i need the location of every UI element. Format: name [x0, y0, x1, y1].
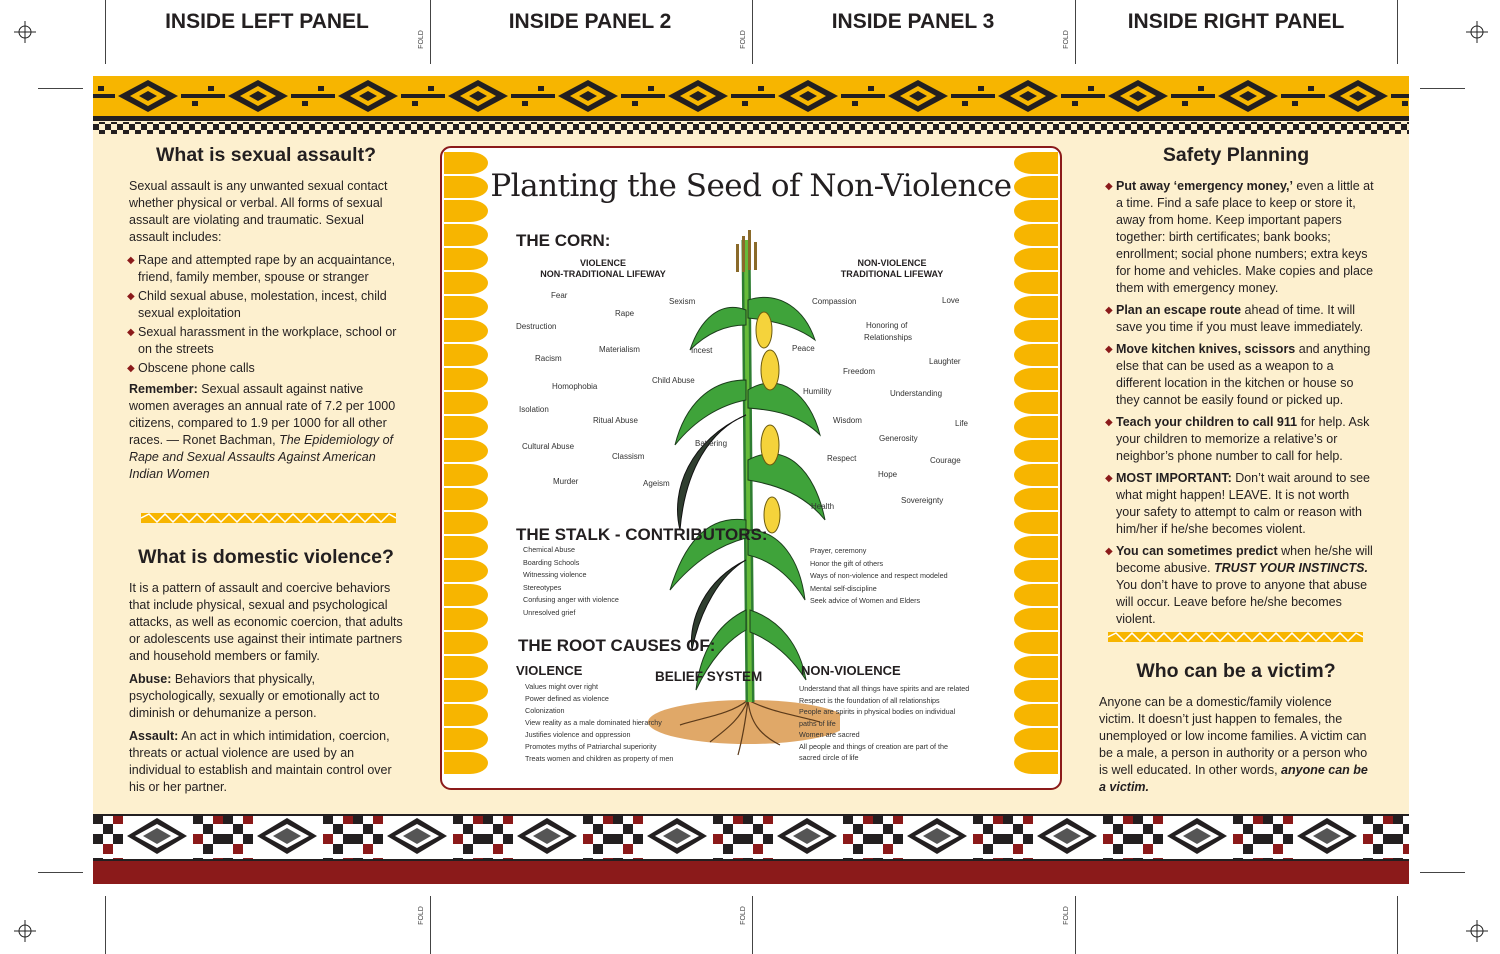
crop-line — [38, 872, 83, 873]
poster-title: Planting the Seed of Non-Violence — [490, 168, 1012, 204]
violence-word: Ritual Abuse — [593, 416, 638, 425]
nonviolence-sub-line2: TRADITIONAL LIFEWAY — [840, 269, 944, 279]
list-item: Witnessing violence — [523, 570, 587, 579]
violence-word: Cultural Abuse — [522, 442, 575, 451]
nonviolence-word: Humility — [803, 387, 832, 396]
list-item: Unresolved grief — [523, 607, 576, 617]
bottom-decorative-band — [93, 814, 1409, 884]
violence-subheading — [520, 258, 686, 280]
list-item — [1107, 341, 1375, 409]
belief-system-label: BELIEF SYSTEM — [655, 669, 763, 684]
fold-line — [752, 0, 753, 64]
list-item: Honor the gift of others — [810, 558, 884, 568]
violence-word: Rape — [615, 309, 635, 318]
list-item: Mental self-discipline — [810, 583, 877, 593]
nonviolence-word: Honoring of — [866, 321, 908, 330]
safety-item-italic: TRUST YOUR INSTINCTS. — [1213, 561, 1368, 575]
list-item: Colonization — [525, 706, 565, 715]
fold-line — [430, 896, 431, 954]
violence-word: Isolation — [519, 405, 549, 414]
violence-word: Destruction — [516, 322, 557, 331]
crop-line — [105, 896, 106, 954]
nonviolence-root-label: NON-VIOLENCE — [801, 663, 901, 678]
list-item: Stereotypes — [523, 582, 562, 592]
fold-mark: FOLD — [1062, 906, 1070, 925]
citation: The Epidemiology of Rape and Sexual Assaults Against American Indian Women — [129, 433, 394, 481]
nonviolence-word: Compassion — [812, 297, 857, 306]
violence-word: Racism — [535, 354, 562, 363]
safety-item-bold: You can sometimes predict — [1116, 544, 1278, 558]
nonviolence-word: Courage — [930, 456, 961, 465]
violence-word: Classism — [612, 452, 645, 461]
abuse-paragraph — [129, 671, 405, 722]
nonviolence-word: Life — [955, 419, 968, 428]
panel-label-left: INSIDE LEFT PANEL — [165, 10, 369, 33]
domestic-violence-intro: It is a pattern of assault and coercive behaviors that include physical, sexual and psychological attacks, as well as economic coercion, that adults or adolescents use against their intimate partners and household members or family. — [129, 581, 403, 663]
safety-planning-section — [1107, 178, 1375, 633]
registration-mark-icon — [14, 920, 36, 942]
nonviolence-word: Freedom — [843, 367, 876, 376]
remember-label: Remember: — [129, 382, 198, 396]
crop-line — [105, 0, 106, 64]
fold-mark: FOLD — [417, 906, 425, 925]
assault-paragraph — [129, 728, 405, 796]
safety-item-text: and anything else that can be used as a weapon to a different location in the kitchen or house so they cannot be easily found or picked up. — [1116, 342, 1371, 407]
list-item: Respect is the foundation of all relationships — [799, 695, 940, 705]
list-item: All people and things of creation are part of the — [799, 741, 949, 751]
safety-item-tail: You don’t have to prove to anyone that abuse will occur. Leave before he/she becomes violent. — [1116, 578, 1368, 626]
registration-mark-icon — [14, 21, 36, 43]
nonviolence-word: Health — [811, 502, 835, 511]
panel-label-right: INSIDE RIGHT PANEL — [1127, 10, 1345, 33]
crop-line — [1420, 88, 1465, 89]
fold-line — [1075, 0, 1076, 64]
list-item: Promotes myths of Patriarchal superiority — [525, 742, 657, 751]
root-left-list — [525, 681, 673, 765]
stalk-right-list — [810, 545, 948, 608]
safety-item-bold: Move kitchen knives, scissors — [1116, 342, 1296, 356]
registration-mark-icon — [1466, 920, 1488, 942]
fold-mark: FOLD — [1062, 30, 1070, 49]
victim-paragraph — [1099, 694, 1369, 796]
fold-line — [752, 896, 753, 954]
crop-line — [1397, 0, 1398, 64]
panel-label-2: INSIDE PANEL 2 — [508, 10, 672, 33]
list-item: Confusing anger with violence — [523, 595, 619, 604]
safety-item-text: Don’t wait around to see what might happen! LEAVE. It is not worth your safety to attempt to calm or reason with him/her if he/she becomes violent. — [1116, 471, 1371, 536]
list-item: Prayer, ceremony — [810, 546, 867, 555]
safety-item-bold: Put away ‘emergency money,’ — [1116, 179, 1293, 193]
violence-sub-line1: VIOLENCE — [579, 258, 626, 268]
violence-word: Murder — [553, 477, 579, 486]
violence-word: Ageism — [643, 479, 670, 488]
list-item: People are spirits in physical bodies on individual — [799, 707, 956, 716]
domestic-violence-section — [129, 580, 405, 802]
sexual-assault-section — [129, 178, 405, 489]
list-item: ◆ Obscene phone calls — [129, 360, 405, 377]
safety-item-bold: MOST IMPORTANT: — [1116, 471, 1232, 485]
list-item: Seek advice of Women and Elders — [810, 596, 921, 605]
victim-text: Anyone can be a domestic/family violence victim. It doesn’t just happen to females, the unemployed or low income families. A victim can be a male, a person in authority or a person who is well educated. In other words, — [1099, 695, 1368, 777]
corn-ears — [756, 312, 780, 533]
abuse-label: Abuse: — [129, 672, 172, 686]
list-item: ◆ Sexual harassment in the workplace, school or on the streets — [129, 324, 405, 358]
safety-item-text: for help. Ask your children to memorize a relative’s or neighbor’s phone number to call for help. — [1116, 415, 1370, 463]
list-item: Chemical Abuse — [523, 545, 575, 554]
fold-line — [430, 0, 431, 64]
list-item: Treats women and children as property of men — [525, 754, 674, 763]
list-item: Power defined as violence — [525, 694, 609, 703]
fold-line — [1075, 896, 1076, 954]
sexual-assault-heading: What is sexual assault? — [156, 144, 376, 166]
violence-word: Child Abuse — [652, 376, 695, 385]
sexual-assault-list — [129, 252, 405, 377]
nonviolence-word: Generosity — [879, 434, 918, 443]
list-item: Values might over right — [525, 682, 598, 691]
list-item: ◆ Rape and attempted rape by an acquaintance, friend, family member, spouse or stranger — [129, 252, 405, 286]
list-item — [1107, 302, 1375, 336]
violence-word: Battering — [695, 439, 728, 448]
assault-label: Assault: — [129, 729, 179, 743]
remember-paragraph — [129, 381, 405, 483]
top-decorative-band — [93, 76, 1409, 140]
list-item: sacred circle of life — [799, 753, 859, 762]
safety-item-text: ahead of time. It will save you time if you must leave immediately. — [1116, 303, 1364, 334]
list-item — [1107, 543, 1375, 628]
nonviolence-word: Respect — [827, 454, 857, 463]
remember-text: Sexual assault against native women averages an annual rate of 7.2 per 1000 citizens, compared to 1.9 per 1000 for all other races. — Ronet Bachman, — [129, 382, 396, 447]
safety-list — [1107, 178, 1375, 628]
safety-item-text: when he/she will become abusive. — [1116, 544, 1373, 575]
list-item: View reality as a male dominated hierarchy — [525, 718, 662, 727]
list-item: Understand that all things have spirits and are related — [799, 684, 970, 693]
crop-line — [1397, 896, 1398, 954]
fold-mark: FOLD — [417, 30, 425, 49]
corn-heading: THE CORN: — [516, 231, 611, 250]
crop-line — [1420, 872, 1465, 873]
list-item: Boarding Schools — [523, 557, 580, 567]
nonviolence-word: Relationships — [864, 333, 913, 342]
nonviolence-word: Wisdom — [833, 416, 862, 425]
nonviolence-word: Love — [942, 296, 960, 305]
crop-line — [38, 88, 83, 89]
list-item: paths of life — [799, 718, 836, 728]
nonviolence-subheading — [812, 258, 972, 280]
safety-item-text: even a little at a time. Find a safe place to keep or store it, away from home. Keep important papers together: birth certificates; bank books; enrollment; social phone numbers; extra keys for home and vehicles. Make copies and place them with emergency money. — [1116, 179, 1374, 295]
registration-mark-icon — [1466, 21, 1488, 43]
sexual-assault-intro: Sexual assault is any unwanted sexual contact whether physical or verbal. All forms of sexual assault are violating and traumatic. Sexual assault includes: — [129, 179, 388, 244]
victim-section — [1099, 694, 1369, 802]
safety-item-bold: Teach your children to call 911 — [1116, 415, 1298, 429]
violence-word: Homophobia — [552, 382, 598, 391]
stalk-left-list — [523, 544, 619, 619]
victim-emphasis: anyone can be a victim. — [1099, 763, 1368, 794]
zigzag-divider — [1108, 632, 1363, 642]
nonviolence-word: Sovereignty — [901, 496, 944, 505]
nonviolence-sub-line1: NON-VIOLENCE — [857, 258, 927, 268]
list-item — [1107, 414, 1375, 465]
fold-mark: FOLD — [739, 906, 747, 925]
panel-label-3: INSIDE PANEL 3 — [831, 10, 995, 33]
nonviolence-word: Understanding — [890, 389, 943, 398]
list-item — [1107, 178, 1375, 297]
violence-word: Fear — [551, 291, 568, 300]
violence-word: Incest — [691, 346, 713, 355]
root-heading: THE ROOT CAUSES OF: — [518, 636, 716, 655]
abuse-text: Behaviors that physically, psychologically, sexually or emotionally act to diminish or dehumanize a person. — [129, 672, 380, 720]
nonviolence-word: Laughter — [929, 357, 961, 366]
safety-item-bold: Plan an escape route — [1116, 303, 1242, 317]
violence-word: Materialism — [599, 345, 640, 354]
list-item: Ways of non-violence and respect modeled — [810, 571, 948, 580]
domestic-violence-heading: What is domestic violence? — [138, 546, 394, 568]
stalk-heading: THE STALK - CONTRIBUTORS: — [516, 525, 768, 544]
list-item: ◆ Child sexual abuse, molestation, incest, child sexual exploitation — [129, 288, 405, 322]
zigzag-divider — [141, 513, 396, 523]
list-item: Justifies violence and oppression — [525, 730, 631, 739]
safety-planning-heading: Safety Planning — [1162, 144, 1310, 166]
violence-sub-line2: NON-TRADITIONAL LIFEWAY — [540, 269, 666, 279]
list-item — [1107, 470, 1375, 538]
nonviolence-word: Peace — [792, 344, 815, 353]
list-item: Women are sacred — [799, 730, 860, 739]
violence-word: Sexism — [669, 297, 696, 306]
violence-root-label: VIOLENCE — [516, 663, 583, 678]
root-right-list — [799, 683, 969, 764]
assault-text: An act in which intimidation, coercion, threats or actual violence are used by an individual to establish and maintain control over his or her partner. — [129, 729, 392, 794]
fold-mark: FOLD — [739, 30, 747, 49]
nonviolence-word: Hope — [878, 470, 898, 479]
who-can-be-victim-heading: Who can be a victim? — [1136, 660, 1336, 682]
